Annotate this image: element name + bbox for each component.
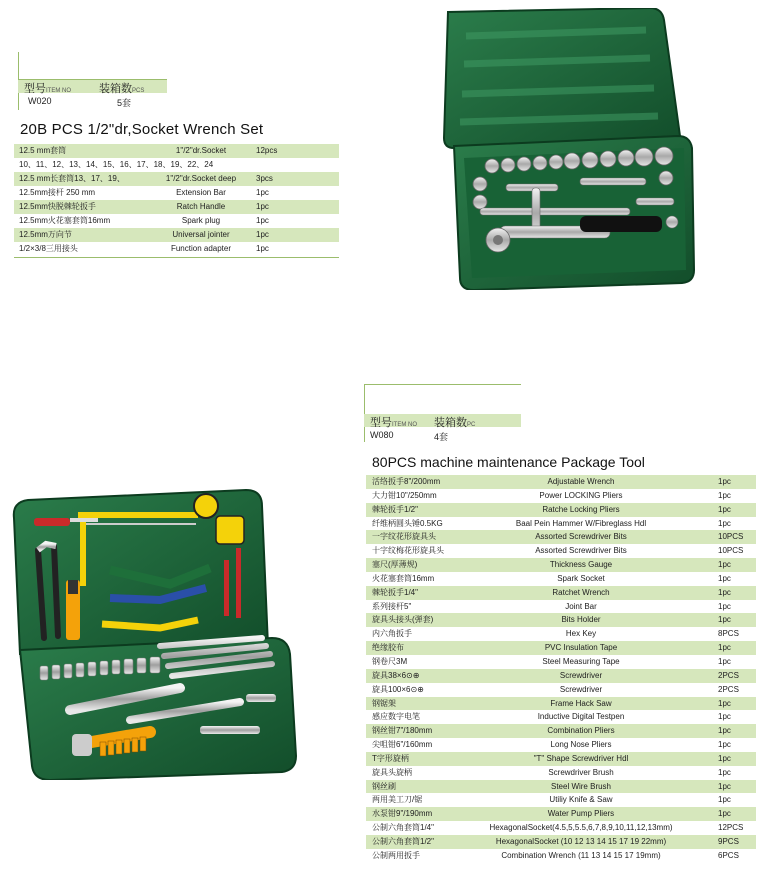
part-name-cn: 旋具头旋柄 [372,767,412,777]
part-name-en: Steel Wire Brush [550,781,612,791]
table-row [14,172,339,186]
table-row [366,586,756,600]
part-qty: 1pc [256,230,269,239]
part-name-en: "T" Shape Screwdriver Hdl [533,753,629,763]
part-name-en: HexagonalSocket (10 12 13 14 15 17 19 22mm) [495,836,667,846]
table-row [366,503,756,517]
part-name-cn: 12.5 mm长套筒13、17、19、 [19,174,125,183]
part-name-cn: 感应数字电笔 [372,712,420,722]
table-row [366,683,756,697]
table-row [14,158,339,172]
part-qty: 1pc [718,781,731,791]
part-name-en: Combination Pliers [547,726,615,736]
table-row [366,655,756,669]
table-row [366,544,756,558]
part-name-en: Screwdriver [559,670,603,680]
header-rule [364,384,365,442]
part-name-en: Combination Wrench (11 13 14 15 17 19mm) [501,850,661,860]
table-row [366,821,756,835]
part-name-cn: 10、11、12、13、14、15、16、17、18、19、22、24 [19,160,214,169]
part-qty: 1pc [718,809,731,819]
table-row [366,807,756,821]
part-name-cn: 旋具38×6⊙⊕ [372,670,420,680]
part-qty: 1pc [718,698,731,708]
part-qty: 3pcs [256,174,273,183]
part-name-cn: 水泵钳9"/190mm [372,809,433,819]
part-name-cn: 钢锯架 [372,698,396,708]
part-name-cn: 公制两用扳手 [372,850,420,860]
part-qty: 1pc [718,490,731,500]
part-name-cn: 纤维柄圆头锤0.5KG [372,518,443,528]
part-name-en: Joint Bar [565,601,597,611]
set1-parts-table [14,144,339,258]
table-row [366,835,756,849]
part-name-cn: 12.5 mm套筒 [19,146,67,155]
table-row [366,724,756,738]
part-qty: 1pc [718,573,731,583]
part-qty: 6PCS [718,850,739,860]
part-qty: 8PCS [718,629,739,639]
part-qty: 1pc [718,560,731,570]
table-row [14,144,339,158]
table-row [366,697,756,711]
part-name-cn: 火花塞套筒16mm [372,573,435,583]
table-row [366,613,756,627]
part-qty: 1pc [718,518,731,528]
part-name-cn: 12.5mm接杆 250 mm [19,188,96,197]
part-name-en: Spark plug [181,216,221,225]
package-label: 装箱数PCS [99,83,145,95]
header-rule [364,384,521,385]
part-name-en: Bits Holder [561,615,601,625]
part-name-cn: 钢丝刷 [372,781,396,791]
part-name-cn: 绝缘胶布 [372,643,404,653]
part-name-en: Ratchet Wrench [552,587,610,597]
part-qty: 1pc [718,477,731,486]
part-name-cn: 公制六角套筒1/4" [372,823,434,833]
table-row [366,475,756,489]
part-qty: 1pc [718,615,731,625]
table-row [14,186,339,200]
package-qty-value: 4套 [434,432,449,442]
table-row [366,517,756,531]
part-name-cn: 棘轮扳手1/2" [372,504,418,514]
part-name-en: Hex Key [565,629,597,639]
part-qty: 1pc [718,753,731,763]
part-name-en: HexagonalSocket(4.5,5,5.5,6,7,8,9,10,11,12,13mm) [489,823,673,833]
part-name-en: Baal Pein Hammer W/Fibreglass Hdl [515,518,647,528]
part-qty: 1pc [718,712,731,722]
part-name-en: Assorted Screwdriver Bits [535,532,627,542]
part-qty: 1pc [256,202,269,211]
part-qty: 12pcs [256,146,278,155]
part-name-cn: 一字纹花形旋具头 [372,532,436,542]
table-row [14,242,339,256]
table-row [366,793,756,807]
table-row [366,669,756,683]
part-qty: 1pc [256,244,269,253]
socket-case-photo [440,8,702,290]
part-name-en: Inductive Digital Testpen [537,712,625,722]
part-qty: 1pc [718,767,731,777]
part-qty: 1pc [718,643,731,653]
part-qty: 1pc [718,504,731,514]
part-name-en: Steel Measuring Tape [542,656,620,666]
table-row [366,780,756,794]
part-qty: 12PCS [718,823,744,833]
set2-parts-table [366,475,756,863]
table-row [366,849,756,863]
part-qty: 1pc [718,656,731,666]
part-name-en: Extension Bar [176,188,226,197]
part-name-cn: 两用美工刀/锯 [372,795,423,805]
part-qty: 2PCS [718,684,739,694]
table-row [366,752,756,766]
part-name-cn: 旋具头接头(弹套) [372,615,434,625]
table-row [366,710,756,724]
table-bottom-rule [14,257,339,258]
part-qty: 1pc [718,740,731,750]
set2-model-header [364,384,521,442]
table-row [14,228,339,242]
table-row [366,738,756,752]
part-qty: 1pc [718,587,731,597]
part-qty: 1pc [256,216,269,225]
part-name-cn: 12.5mm火花塞套筒16mm [19,216,111,225]
part-name-cn: T字形旋柄 [372,753,409,763]
part-name-cn: 塞尺(厚薄规) [372,560,418,570]
tool-case-photo [10,488,336,780]
part-name-en: Long Nose Pliers [550,740,612,750]
part-qty: 2PCS [718,670,739,680]
part-name-en: Function adapter [170,244,232,253]
part-name-en: Water Pump Pliers [547,809,615,819]
table-row [14,214,339,228]
set1-title: 20B PCS 1/2"dr,Socket Wrench Set [20,121,264,138]
item-no-value: W020 [28,96,52,106]
part-name-en: Screwdriver Brush [548,767,614,777]
part-name-en: Frame Hack Saw [550,698,612,708]
table-row [366,641,756,655]
part-name-cn: 尖咀钳6"/160mm [372,740,433,750]
part-qty: 1pc [718,601,731,611]
part-name-en: 1"/2"dr.Socket [175,146,227,155]
part-name-en: 1"/2"dr.Socket deep [165,174,237,183]
table-row [366,489,756,503]
part-name-cn: 系列接杆5" [372,601,412,611]
part-name-cn: 12.5mm快脱棘轮扳手 [19,202,96,211]
part-name-cn: 内六角扳手 [372,629,412,639]
table-row [366,766,756,780]
table-row [366,530,756,544]
part-name-en: Universal jointer [172,230,230,239]
part-name-en: Thickness Gauge [549,560,613,570]
package-qty-value: 5套 [117,98,132,108]
table-row [14,200,339,214]
part-name-en: Ratch Handle [176,202,226,211]
part-name-cn: 大力钳10"/250mm [372,490,437,500]
part-qty: 1pc [256,188,269,197]
part-name-cn: 活络扳手8"/200mm [372,477,441,486]
part-name-en: Adjustable Wrench [547,477,615,486]
table-row [366,600,756,614]
item-no-value: W080 [370,430,394,440]
part-name-cn: 十字纹梅花形旋具头 [372,546,444,556]
part-name-cn: 1/2×3/8三用接头 [19,244,78,253]
part-qty: 10PCS [718,532,744,542]
part-name-cn: 12.5mm万向节 [19,230,72,239]
package-label: 装箱数PC [434,417,476,429]
set1-model-header [18,52,167,110]
part-name-en: Spark Socket [557,573,605,583]
part-name-cn: 钢丝钳7"/180mm [372,726,433,736]
part-name-cn: 旋具100×6⊙⊕ [372,684,424,694]
part-name-cn: 棘轮扳手1/4" [372,587,418,597]
part-name-cn: 钢卷尺3M [372,656,408,666]
part-qty: 1pc [718,726,731,736]
part-name-en: Power LOCKING Pliers [539,490,623,500]
part-name-en: PVC Insulation Tape [544,643,618,653]
part-name-en: Ratche Locking Pliers [542,504,620,514]
item-no-label: 型号ITEM NO [370,417,417,429]
item-no-label: 型号ITEM NO [24,83,71,95]
table-row [366,558,756,572]
part-name-en: Screwdriver [559,684,603,694]
part-name-cn: 公制六角套筒1/2" [372,836,434,846]
table-row [366,572,756,586]
part-qty: 9PCS [718,836,739,846]
part-name-en: Utiliy Knife & Saw [549,795,613,805]
part-qty: 10PCS [718,546,744,556]
table-row [366,627,756,641]
part-qty: 1pc [718,795,731,805]
set2-title: 80PCS machine maintenance Package Tool [372,454,645,470]
part-name-en: Assorted Screwdriver Bits [535,546,627,556]
